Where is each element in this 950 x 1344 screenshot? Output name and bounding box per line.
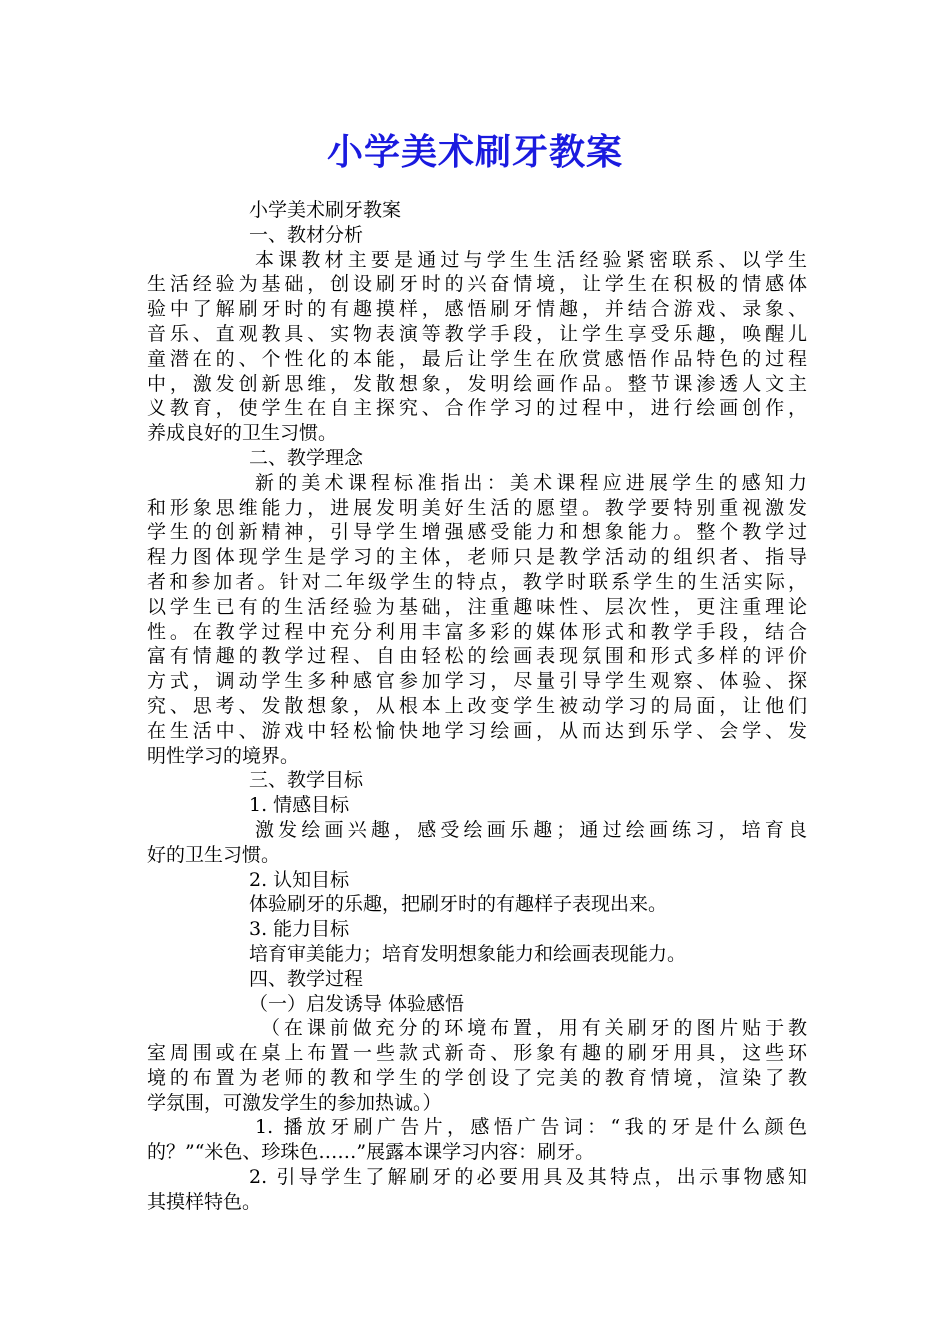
body-line: 程力图体现学生是学习的主体，老师只是教学活动的组织者、指导 — [147, 546, 807, 569]
body-line: 好的卫生习惯。 — [147, 843, 281, 866]
body-line: 1. 播放牙刷广告片，感悟广告词：“我的牙是什么颜色 — [255, 1116, 807, 1139]
body-line: 其摸样特色。 — [147, 1190, 262, 1213]
body-line: 性。在教学过程中充分利用丰富多彩的媒体形式和教学手段，结合 — [147, 620, 807, 643]
body-line: 义教育，使学生在自主探究、合作学习的过程中，进行绘画创作， — [147, 397, 807, 420]
body-line: 三、教学目标 — [249, 769, 364, 792]
body-line: 四、教学过程 — [249, 967, 364, 990]
body-line: 中，激发创新思维，发散想象，发明绘画作品。整节课渗透人文主 — [147, 372, 807, 395]
body-line: 体验刷牙的乐趣，把刷牙时的有趣样子表现出来。 — [249, 893, 668, 916]
document-body — [147, 198, 807, 1215]
body-line: 2. 认知目标 — [249, 868, 350, 891]
body-line: 一、教材分析 — [249, 223, 364, 246]
body-line: 新的美术课程标准指出：美术课程应进展学生的感知力 — [255, 471, 807, 494]
body-line: 3. 能力目标 — [249, 918, 350, 941]
body-line: 音乐、直观教具、实物表演等教学手段，让学生享受乐趣，唤醒儿 — [147, 322, 807, 345]
body-line: 明性学习的境界。 — [147, 744, 300, 767]
body-line: 验中了解刷牙时的有趣摸样，感悟刷牙情趣，并结合游戏、录象、 — [147, 298, 807, 321]
body-line: 究、思考、发散想象，从根本上改变学生被动学习的局面，让他们 — [147, 694, 807, 717]
body-line: 在生活中、游戏中轻松愉快地学习绘画，从而达到乐学、会学、发 — [147, 719, 807, 742]
body-line: 童潜在的、个性化的本能，最后让学生在欣赏感悟作品特色的过程 — [147, 347, 807, 370]
body-line: 学生的创新精神，引导学生增强感受能力和想象能力。整个教学过 — [147, 521, 807, 544]
body-line: 二、教学理念 — [249, 446, 364, 469]
body-line: 学氛围，可激发学生的参加热诚。） — [147, 1091, 442, 1114]
body-line: （在课前做充分的环境布置，用有关刷牙的图片贴于教 — [261, 1017, 807, 1040]
body-line: （一）启发诱导 体验感悟 — [249, 992, 465, 1015]
body-line: 富有情趣的教学过程、自由轻松的绘画表现氛围和形式多样的评价 — [147, 645, 807, 668]
body-line: 1. 情感目标 — [249, 794, 350, 817]
body-line: 本课教材主要是通过与学生生活经验紧密联系、以学生 — [255, 248, 807, 271]
body-line: 和形象思维能力，进展发明美好生活的愿望。教学要特别重视激发 — [147, 496, 807, 519]
body-line: 室周围或在桌上布置一些款式新奇、形象有趣的刷牙用具，这些环 — [147, 1042, 807, 1065]
body-line: 生活经验为基础，创设刷牙时的兴奋情境，让学生在积极的情感体 — [147, 273, 807, 296]
body-line: 小学美术刷牙教案 — [249, 199, 402, 221]
body-line: 2. 引导学生了解刷牙的必要用具及其特点，出示事物感知 — [249, 1166, 807, 1189]
body-line: 养成良好的卫生习惯。 — [147, 422, 338, 445]
body-line: 激发绘画兴趣，感受绘画乐趣；通过绘画练习，培育良 — [255, 818, 807, 841]
body-line: 的？”“米色、珍珠色……”展露本课学习内容：刷牙。 — [147, 1141, 595, 1164]
body-line: 以学生已有的生活经验为基础，注重趣味性、层次性，更注重理论 — [147, 595, 807, 618]
body-line: 培育审美能力；培育发明想象能力和绘画表现能力。 — [249, 942, 687, 965]
document-title: 小学美术刷牙教案 — [326, 131, 623, 173]
body-line: 方式，调动学生多种感官参加学习，尽量引导学生观察、体验、探 — [147, 670, 807, 693]
body-line: 者和参加者。针对二年级学生的特点，教学时联系学生的生活实际， — [147, 570, 807, 593]
body-line: 境的布置为老师的教和学生的学创设了完美的教育情境，渲染了教 — [147, 1066, 807, 1089]
